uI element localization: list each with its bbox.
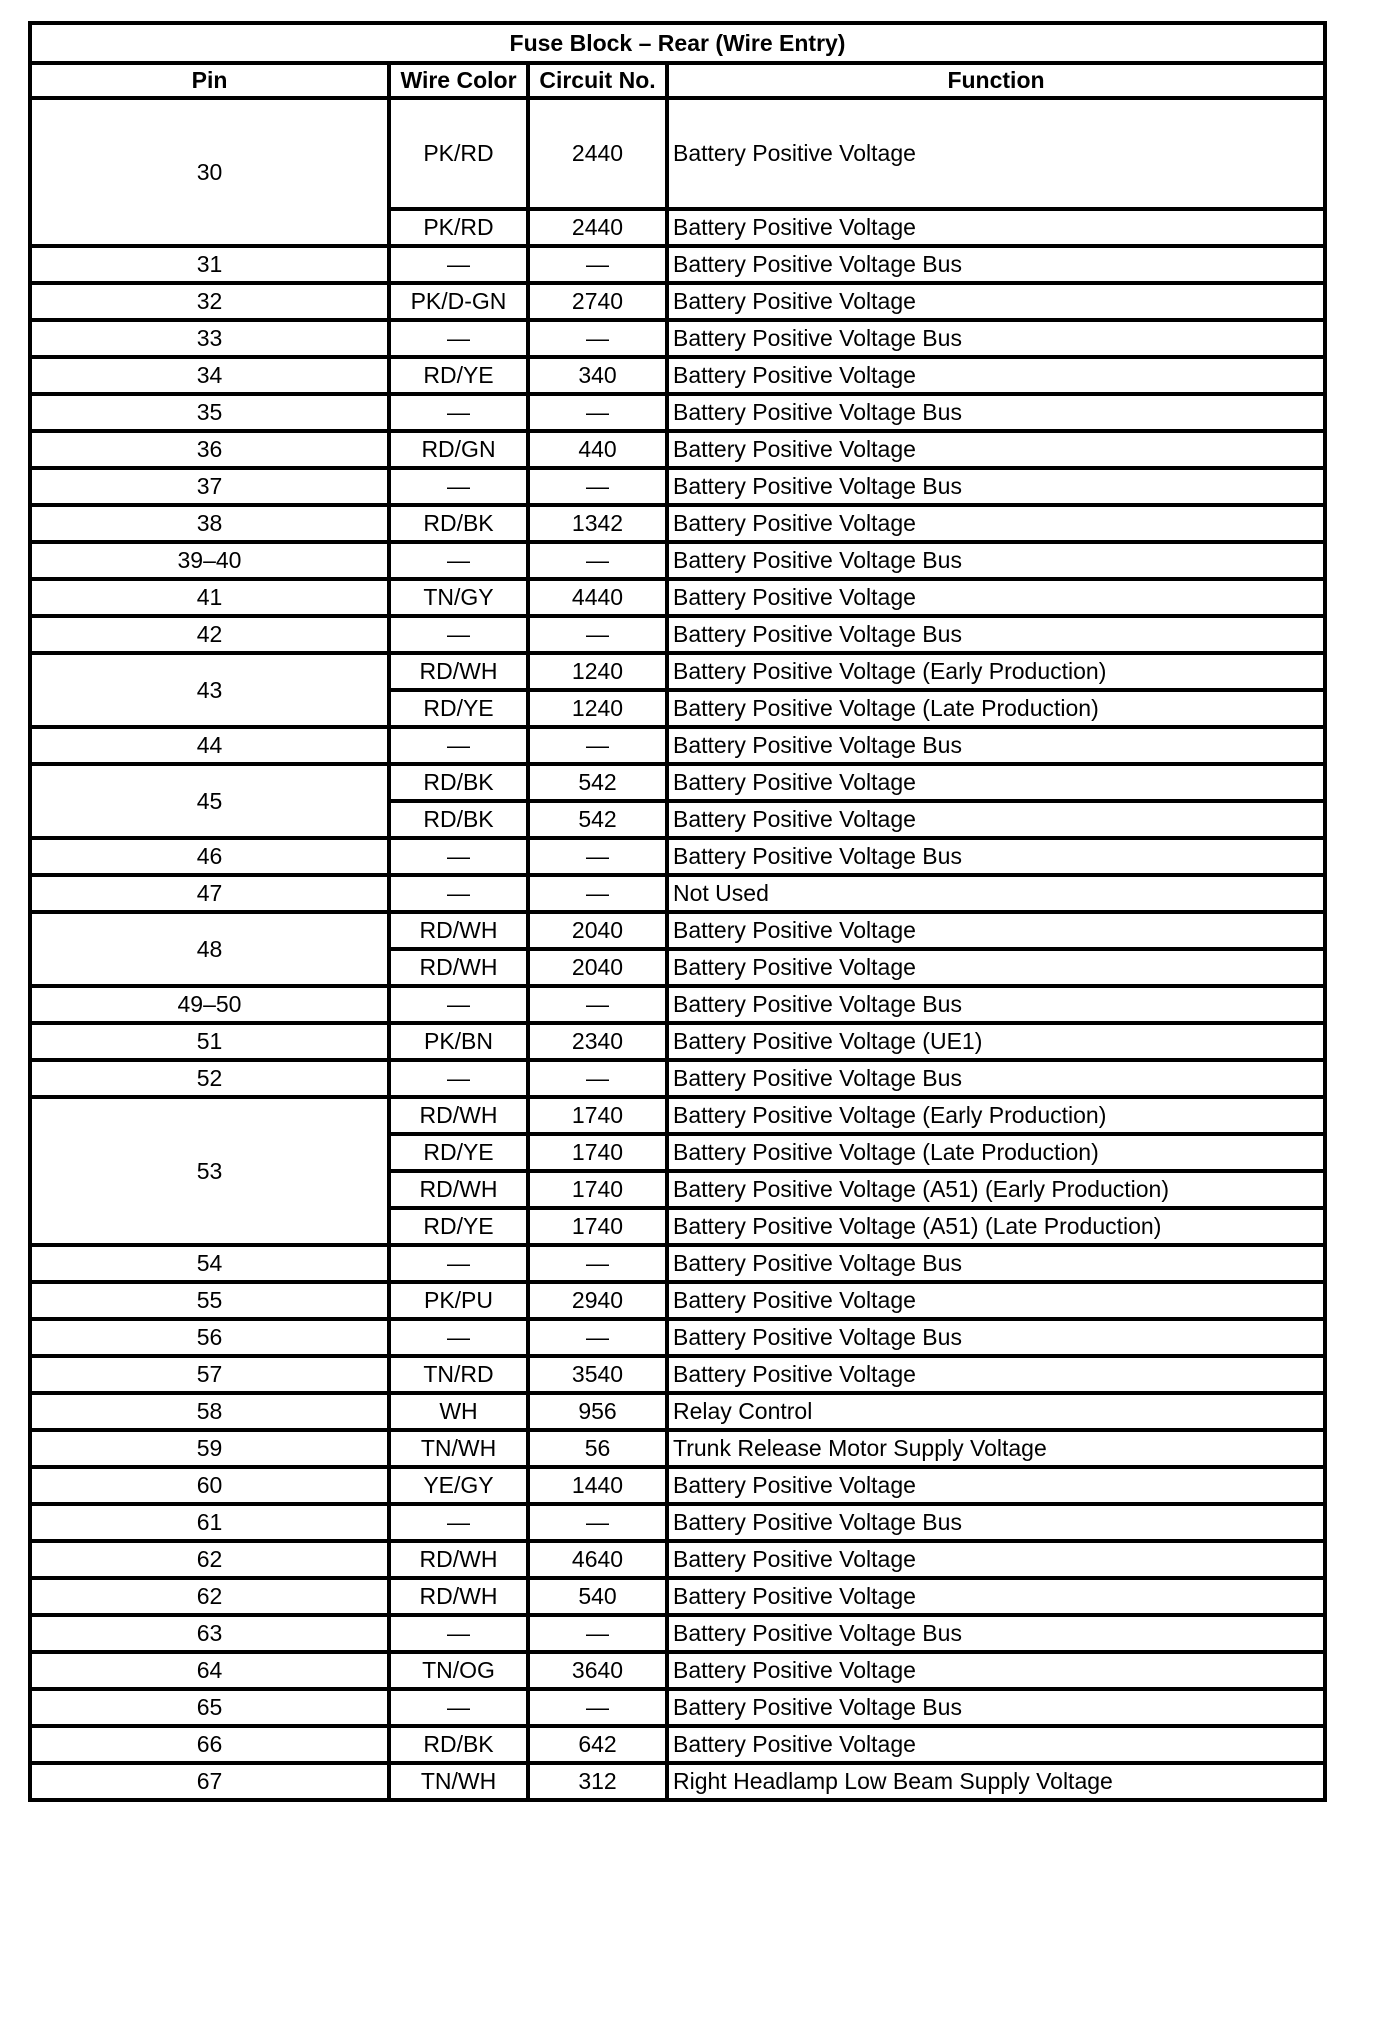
circuit-cell: 340: [528, 357, 667, 394]
function-cell: Battery Positive Voltage Bus: [667, 1615, 1325, 1652]
function-cell: Battery Positive Voltage Bus: [667, 320, 1325, 357]
header-wire-color: Wire Color: [389, 63, 528, 98]
pin-cell: 48: [30, 912, 389, 986]
wire-color-cell: —: [389, 468, 528, 505]
wire-color-cell: RD/BK: [389, 764, 528, 801]
circuit-cell: 1740: [528, 1171, 667, 1208]
function-cell: Battery Positive Voltage Bus: [667, 542, 1325, 579]
function-cell: Battery Positive Voltage (Early Production): [667, 653, 1325, 690]
table-row: [30, 1060, 1325, 1097]
table-row: [30, 283, 1325, 320]
pin-cell: 36: [30, 431, 389, 468]
table-row: [30, 1023, 1325, 1060]
pin-cell: 42: [30, 616, 389, 653]
wire-color-cell: RD/WH: [389, 949, 528, 986]
wire-color-cell: —: [389, 394, 528, 431]
wire-color-cell: RD/WH: [389, 1097, 528, 1134]
wire-color-cell: RD/YE: [389, 1208, 528, 1245]
pin-cell: 34: [30, 357, 389, 394]
column-header-row: [30, 63, 1325, 98]
table-row: [30, 1578, 1325, 1615]
circuit-cell: —: [528, 246, 667, 283]
pin-cell: 63: [30, 1615, 389, 1652]
pin-cell: 38: [30, 505, 389, 542]
table-row: [30, 1245, 1325, 1282]
circuit-cell: —: [528, 1615, 667, 1652]
header-function: Function: [667, 63, 1325, 98]
circuit-cell: 2440: [528, 209, 667, 246]
function-cell: Battery Positive Voltage: [667, 1578, 1325, 1615]
circuit-cell: 540: [528, 1578, 667, 1615]
circuit-cell: 2740: [528, 283, 667, 320]
circuit-cell: 2440: [528, 98, 667, 209]
pin-cell: 51: [30, 1023, 389, 1060]
pin-cell: 52: [30, 1060, 389, 1097]
function-cell: Battery Positive Voltage (UE1): [667, 1023, 1325, 1060]
table-title-row: [30, 23, 1325, 63]
circuit-cell: 2040: [528, 949, 667, 986]
pin-cell: 45: [30, 764, 389, 838]
wire-color-cell: —: [389, 875, 528, 912]
pin-cell: 60: [30, 1467, 389, 1504]
function-cell: Battery Positive Voltage: [667, 1356, 1325, 1393]
circuit-cell: —: [528, 986, 667, 1023]
function-cell: Battery Positive Voltage: [667, 801, 1325, 838]
wire-color-cell: —: [389, 838, 528, 875]
table-row: [30, 1393, 1325, 1430]
circuit-cell: 956: [528, 1393, 667, 1430]
table-row: [30, 616, 1325, 653]
pin-cell: 59: [30, 1430, 389, 1467]
circuit-cell: 4440: [528, 579, 667, 616]
wire-color-cell: WH: [389, 1393, 528, 1430]
table-row: [30, 468, 1325, 505]
pin-cell: 67: [30, 1763, 389, 1800]
function-cell: Battery Positive Voltage: [667, 1282, 1325, 1319]
wire-color-cell: —: [389, 1060, 528, 1097]
table-row: [30, 246, 1325, 283]
function-cell: Battery Positive Voltage Bus: [667, 1504, 1325, 1541]
circuit-cell: —: [528, 875, 667, 912]
function-cell: Not Used: [667, 875, 1325, 912]
circuit-cell: 56: [528, 1430, 667, 1467]
function-cell: Battery Positive Voltage Bus: [667, 1689, 1325, 1726]
pin-cell: 30: [30, 98, 389, 246]
wire-color-cell: —: [389, 616, 528, 653]
table-row: [30, 1319, 1325, 1356]
pin-cell: 57: [30, 1356, 389, 1393]
function-cell: Battery Positive Voltage: [667, 1652, 1325, 1689]
circuit-cell: 2340: [528, 1023, 667, 1060]
wire-color-cell: PK/D-GN: [389, 283, 528, 320]
function-cell: Battery Positive Voltage (A51) (Early Production): [667, 1171, 1325, 1208]
wire-color-cell: RD/WH: [389, 1578, 528, 1615]
function-cell: Battery Positive Voltage: [667, 431, 1325, 468]
table-row: [30, 1097, 1325, 1134]
pin-cell: 54: [30, 1245, 389, 1282]
table-row: [30, 1282, 1325, 1319]
pin-cell: 39–40: [30, 542, 389, 579]
function-cell: Battery Positive Voltage Bus: [667, 727, 1325, 764]
table-row: [30, 1504, 1325, 1541]
table-row: [30, 1541, 1325, 1578]
wire-color-cell: —: [389, 1615, 528, 1652]
table-row: [30, 1615, 1325, 1652]
circuit-cell: 542: [528, 764, 667, 801]
function-cell: Battery Positive Voltage (Late Production): [667, 690, 1325, 727]
function-cell: Battery Positive Voltage Bus: [667, 394, 1325, 431]
function-cell: Battery Positive Voltage: [667, 1726, 1325, 1763]
circuit-cell: —: [528, 320, 667, 357]
header-circuit-no: Circuit No.: [528, 63, 667, 98]
wire-color-cell: —: [389, 246, 528, 283]
table-row: [30, 1430, 1325, 1467]
function-cell: Battery Positive Voltage (A51) (Late Production): [667, 1208, 1325, 1245]
wire-color-cell: RD/WH: [389, 912, 528, 949]
function-cell: Relay Control: [667, 1393, 1325, 1430]
pin-cell: 37: [30, 468, 389, 505]
function-cell: Battery Positive Voltage: [667, 579, 1325, 616]
wire-color-cell: —: [389, 542, 528, 579]
circuit-cell: 312: [528, 1763, 667, 1800]
circuit-cell: 3540: [528, 1356, 667, 1393]
function-cell: Battery Positive Voltage: [667, 1467, 1325, 1504]
wire-color-cell: RD/YE: [389, 357, 528, 394]
circuit-cell: —: [528, 616, 667, 653]
circuit-cell: —: [528, 1060, 667, 1097]
circuit-cell: —: [528, 542, 667, 579]
table-row: [30, 764, 1325, 801]
table-row: [30, 1726, 1325, 1763]
pin-cell: 61: [30, 1504, 389, 1541]
pin-cell: 65: [30, 1689, 389, 1726]
pin-cell: 64: [30, 1652, 389, 1689]
pin-cell: 58: [30, 1393, 389, 1430]
pin-cell: 47: [30, 875, 389, 912]
pin-cell: 66: [30, 1726, 389, 1763]
function-cell: Battery Positive Voltage: [667, 209, 1325, 246]
wire-color-cell: TN/RD: [389, 1356, 528, 1393]
wire-color-cell: —: [389, 1245, 528, 1282]
table-row: [30, 1689, 1325, 1726]
table-row: [30, 986, 1325, 1023]
wire-color-cell: —: [389, 320, 528, 357]
function-cell: Trunk Release Motor Supply Voltage: [667, 1430, 1325, 1467]
table-row: [30, 1652, 1325, 1689]
wire-color-cell: —: [389, 1319, 528, 1356]
circuit-cell: —: [528, 1689, 667, 1726]
function-cell: Battery Positive Voltage Bus: [667, 986, 1325, 1023]
function-cell: Battery Positive Voltage Bus: [667, 468, 1325, 505]
function-cell: Battery Positive Voltage: [667, 505, 1325, 542]
circuit-cell: 542: [528, 801, 667, 838]
circuit-cell: 3640: [528, 1652, 667, 1689]
table-row: [30, 579, 1325, 616]
wire-color-cell: RD/YE: [389, 1134, 528, 1171]
function-cell: Battery Positive Voltage (Late Production): [667, 1134, 1325, 1171]
wire-color-cell: —: [389, 1689, 528, 1726]
table-row: [30, 838, 1325, 875]
wire-color-cell: TN/GY: [389, 579, 528, 616]
wire-color-cell: —: [389, 1504, 528, 1541]
table-row: [30, 1356, 1325, 1393]
wire-color-cell: —: [389, 727, 528, 764]
table-body: [30, 98, 1325, 1800]
circuit-cell: 1240: [528, 690, 667, 727]
table-row: [30, 505, 1325, 542]
wire-color-cell: RD/YE: [389, 690, 528, 727]
table-row: [30, 394, 1325, 431]
wire-color-cell: TN/WH: [389, 1430, 528, 1467]
table-row: [30, 875, 1325, 912]
function-cell: Battery Positive Voltage Bus: [667, 616, 1325, 653]
wire-color-cell: RD/WH: [389, 1171, 528, 1208]
pin-cell: 32: [30, 283, 389, 320]
circuit-cell: —: [528, 838, 667, 875]
table-row: [30, 912, 1325, 949]
pin-cell: 46: [30, 838, 389, 875]
wire-color-cell: RD/BK: [389, 801, 528, 838]
pin-cell: 35: [30, 394, 389, 431]
wire-color-cell: RD/GN: [389, 431, 528, 468]
function-cell: Battery Positive Voltage Bus: [667, 246, 1325, 283]
table-title: Fuse Block – Rear (Wire Entry): [30, 23, 1325, 63]
table-row: [30, 542, 1325, 579]
wire-color-cell: PK/RD: [389, 209, 528, 246]
pin-cell: 43: [30, 653, 389, 727]
circuit-cell: —: [528, 1319, 667, 1356]
pin-cell: 62: [30, 1578, 389, 1615]
table-row: [30, 357, 1325, 394]
function-cell: Battery Positive Voltage Bus: [667, 1060, 1325, 1097]
wire-color-cell: PK/BN: [389, 1023, 528, 1060]
header-pin: Pin: [30, 63, 389, 98]
wire-color-cell: YE/GY: [389, 1467, 528, 1504]
circuit-cell: —: [528, 468, 667, 505]
wire-color-cell: RD/BK: [389, 1726, 528, 1763]
pin-cell: 44: [30, 727, 389, 764]
function-cell: Right Headlamp Low Beam Supply Voltage: [667, 1763, 1325, 1800]
function-cell: Battery Positive Voltage: [667, 98, 1325, 209]
function-cell: Battery Positive Voltage: [667, 1541, 1325, 1578]
circuit-cell: —: [528, 1504, 667, 1541]
table-row: [30, 98, 1325, 209]
pin-cell: 49–50: [30, 986, 389, 1023]
function-cell: Battery Positive Voltage Bus: [667, 838, 1325, 875]
function-cell: Battery Positive Voltage Bus: [667, 1319, 1325, 1356]
circuit-cell: 1740: [528, 1097, 667, 1134]
pin-cell: 41: [30, 579, 389, 616]
pin-cell: 31: [30, 246, 389, 283]
circuit-cell: 1740: [528, 1134, 667, 1171]
table-row: [30, 320, 1325, 357]
circuit-cell: 1740: [528, 1208, 667, 1245]
circuit-cell: 1240: [528, 653, 667, 690]
circuit-cell: 642: [528, 1726, 667, 1763]
function-cell: Battery Positive Voltage: [667, 949, 1325, 986]
pin-cell: 33: [30, 320, 389, 357]
table-row: [30, 431, 1325, 468]
wire-color-cell: RD/WH: [389, 1541, 528, 1578]
function-cell: Battery Positive Voltage: [667, 764, 1325, 801]
pin-cell: 62: [30, 1541, 389, 1578]
wire-color-cell: TN/OG: [389, 1652, 528, 1689]
pin-cell: 56: [30, 1319, 389, 1356]
fuse-block-table: [28, 21, 1327, 1802]
function-cell: Battery Positive Voltage: [667, 283, 1325, 320]
circuit-cell: 2940: [528, 1282, 667, 1319]
table-row: [30, 653, 1325, 690]
wire-color-cell: PK/PU: [389, 1282, 528, 1319]
circuit-cell: 1342: [528, 505, 667, 542]
function-cell: Battery Positive Voltage Bus: [667, 1245, 1325, 1282]
table-row: [30, 1763, 1325, 1800]
circuit-cell: —: [528, 1245, 667, 1282]
function-cell: Battery Positive Voltage: [667, 357, 1325, 394]
function-cell: Battery Positive Voltage (Early Production): [667, 1097, 1325, 1134]
wire-color-cell: RD/WH: [389, 653, 528, 690]
pin-cell: 55: [30, 1282, 389, 1319]
circuit-cell: 1440: [528, 1467, 667, 1504]
circuit-cell: 2040: [528, 912, 667, 949]
wire-color-cell: PK/RD: [389, 98, 528, 209]
table-row: [30, 1467, 1325, 1504]
circuit-cell: —: [528, 727, 667, 764]
wire-color-cell: RD/BK: [389, 505, 528, 542]
circuit-cell: 440: [528, 431, 667, 468]
circuit-cell: —: [528, 394, 667, 431]
circuit-cell: 4640: [528, 1541, 667, 1578]
wire-color-cell: —: [389, 986, 528, 1023]
wire-color-cell: TN/WH: [389, 1763, 528, 1800]
function-cell: Battery Positive Voltage: [667, 912, 1325, 949]
pin-cell: 53: [30, 1097, 389, 1245]
table-row: [30, 727, 1325, 764]
